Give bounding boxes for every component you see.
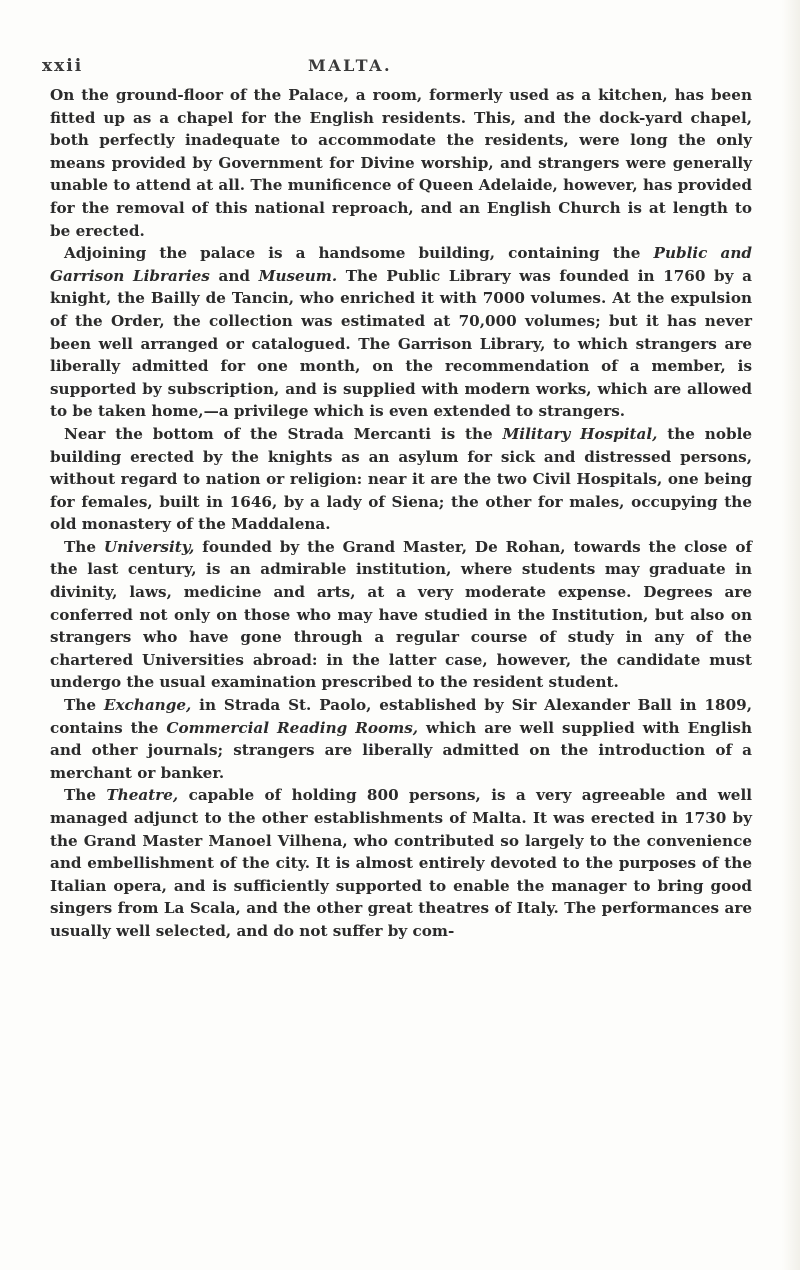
text-run: The <box>64 786 107 805</box>
italic-term: Public and Garrison Libraries <box>50 244 752 285</box>
page-edge-shadow <box>782 0 800 1270</box>
paragraph-theatre <box>50 784 752 942</box>
body-text <box>50 84 752 943</box>
text-run: Near the bottom of the Strada Mercanti is the <box>64 424 503 443</box>
italic-term: Theatre, <box>106 786 179 805</box>
text-run: which are well supplied with English and other journals; strangers are liberally admitted on the introduction of a merchant or banker. <box>50 718 752 782</box>
paragraph-exchange <box>50 694 752 784</box>
italic-term: Exchange, <box>103 696 192 715</box>
paragraph-hospital <box>50 423 752 536</box>
paragraph-university <box>50 536 752 694</box>
text-run: capable of holding 800 persons, is a very agreeable and well managed adjunct to the other establishments of Malta. It was erected in 1730 by the Grand Master Manoel Vilhena, who contributed so largely to the convenience and embellishment of the city. It is almost entirely devoted to the purposes of the Italian opera, and is sufficiently supported to enable the manager to bring good singers from La Scala, and the other great theatres of Italy. The performances are usually well selected, and do not suffer by com- <box>50 786 752 940</box>
text-run: the noble building erected by the knights as an asylum for sick and distressed persons, without regard to nation or religion: near it are the two Civil Hospitals, one being for females, built in 1646, by a lady of Siena; the other for males, occupying the old monastery of the Maddalena. <box>50 424 753 534</box>
text-run: founded by the Grand Master, De Rohan, towards the close of the last century, is an admirable institution, where students may graduate in divinity, laws, medicine and arts, at a very moderate expense. Degrees are conferred not only on those who may have studied in the Institution, but also on strangers who have gone through a regular course of study in any of the chartered Universities abroad: in the latter case, however, the candidate must undergo the usual examination prescribed to the resident student. <box>50 537 752 692</box>
paragraph-libraries <box>50 242 752 423</box>
text-run: On the ground-floor of the Palace, a room, formerly used as a kitchen, has been fitted up as a chapel for the English residents. This, and the dock-yard chapel, both perfectly inadequate to accommodate the residents, were long the only means provided by Government for Divine worship, and strangers were generally unable to attend at all. The munificence of Queen Adelaide, however, has provided for the removal of this national reproach, and an English Church is at length to be erected. <box>50 86 752 240</box>
italic-term: Military Hospital, <box>502 424 658 443</box>
text-run: The <box>64 696 104 715</box>
text-run: and <box>209 266 259 285</box>
text-run: The Public Library was founded in 1760 by a knight, the Bailly de Tancin, who enriched it with 7000 volumes. At the expulsion of the Order, the collection was estimated at 70,000 volumes; but it has never been well arranged or catalogued. The Garrison Library, to which strangers are liberally admitted for one month, on the recommendation of a member, is supported by subscription, and is supplied with modern works, which are allowed to be taken home,—a privilege which is even extended to strangers. <box>50 266 752 421</box>
italic-term: Commercial Reading Rooms, <box>166 718 419 737</box>
text-run: Adjoining the palace is a handsome building, containing the <box>64 244 654 263</box>
text-run: The <box>64 537 104 556</box>
text-run: in Strada St. Paolo, established by Sir Alexander Ball in 1809, contains the <box>50 696 752 737</box>
paragraph-palace-chapel <box>50 84 752 242</box>
italic-term: Museum. <box>258 266 338 285</box>
italic-term: University, <box>103 537 195 556</box>
page-number: xxii <box>42 56 84 76</box>
running-title: MALTA. <box>308 56 393 75</box>
